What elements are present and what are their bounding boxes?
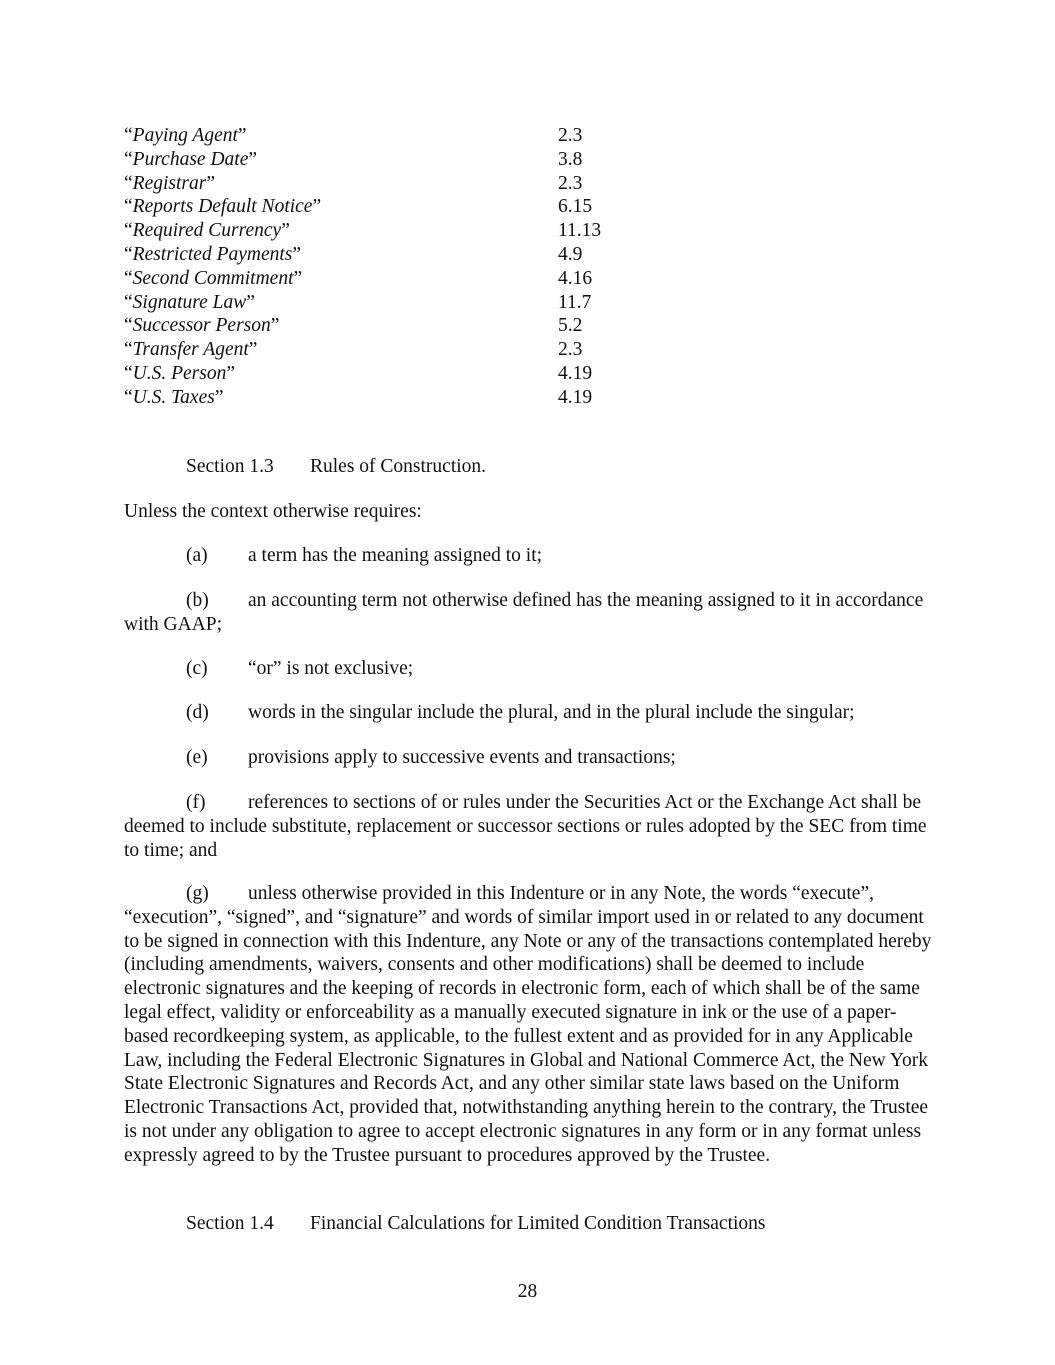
definition-row <box>124 386 824 410</box>
clause-b <box>124 589 939 637</box>
clause-c <box>124 657 939 681</box>
definition-section: 2.3 <box>558 125 583 146</box>
clause-text: references to sections of or rules under the Securities Act or the Exchange Act shall be deemed to include substitute, replacement or successor sections or rules adopted by the SEC from time to time; and <box>124 792 927 861</box>
clause-label: (b) <box>186 590 209 611</box>
definition-section: 3.8 <box>558 148 583 170</box>
clause-text: “or” is not exclusive; <box>248 658 414 679</box>
definition-section: 6.15 <box>558 196 593 218</box>
clause-label: (f) <box>186 792 206 813</box>
clause-text: words in the singular include the plural, and in the plural include the singular; <box>248 702 855 723</box>
definition-term: “U.S. Person” <box>124 362 236 384</box>
definition-row <box>124 219 824 243</box>
definition-section: 4.9 <box>558 243 583 265</box>
section-title: Rules of Construction. <box>310 456 487 477</box>
clause-a <box>124 544 939 568</box>
definition-row <box>124 195 824 219</box>
clause-label: (e) <box>186 747 208 768</box>
definition-term: “Reports Default Notice” <box>124 196 322 218</box>
section-1-4-heading <box>186 1212 766 1236</box>
section-number: Section 1.3 <box>186 456 274 477</box>
definition-term: “Restricted Payments” <box>124 243 302 265</box>
definition-section: 4.19 <box>558 386 593 408</box>
definition-term: “Registrar” <box>124 172 215 194</box>
clause-text: a term has the meaning assigned to it; <box>248 545 543 566</box>
definition-term: “Second Commitment” <box>124 267 303 289</box>
clause-label: (g) <box>186 883 209 904</box>
section-intro: Unless the context otherwise requires: <box>124 501 422 522</box>
definition-term: “Signature Law” <box>124 291 255 313</box>
definition-section: 2.3 <box>558 172 583 194</box>
definition-row <box>124 124 824 148</box>
clause-label: (a) <box>186 545 208 566</box>
definition-row <box>124 291 824 315</box>
definitions-index <box>124 124 824 410</box>
clause-label: (d) <box>186 702 209 723</box>
clause-text: an accounting term not otherwise defined has the meaning assigned to it in accordance with GAAP; <box>124 590 924 635</box>
section-1-3-heading <box>186 455 486 479</box>
clause-d <box>124 701 939 725</box>
definition-term: “Successor Person” <box>124 315 280 337</box>
definition-section: 4.16 <box>558 267 593 289</box>
definition-row <box>124 314 824 338</box>
definition-section: 11.13 <box>558 220 602 242</box>
definition-row <box>124 148 824 172</box>
definition-term: “Purchase Date” <box>124 148 258 170</box>
definition-term: “Paying Agent” <box>124 125 247 146</box>
definition-row <box>124 338 824 362</box>
clause-e <box>124 746 939 770</box>
clause-f <box>124 791 939 862</box>
definition-section: 5.2 <box>558 315 583 337</box>
clause-label: (c) <box>186 658 208 679</box>
definition-row <box>124 267 824 291</box>
clause-g <box>124 882 939 1168</box>
clause-text: provisions apply to successive events and transactions; <box>248 747 676 768</box>
section-title: Financial Calculations for Limited Condition Transactions <box>310 1213 766 1234</box>
definition-term: “Transfer Agent” <box>124 339 258 361</box>
page-number: 28 <box>517 1281 538 1302</box>
definition-row <box>124 362 824 386</box>
definition-row <box>124 243 824 267</box>
definition-section: 11.7 <box>558 291 592 313</box>
clause-text: unless otherwise provided in this Indenture or in any Note, the words “execute”, “execution”, “signed”, and “signature” and words of similar import used in or related to any document to be signed in connection with this Indenture, any Note or any of the transactions contemplated hereby (including amendments, waivers, consents and other modifications) shall be deemed to include electronic signatures and the keeping of records in electronic form, each of which shall be of the same legal effect, validity or enforceability as a manually executed signature in ink or the use of a paper-based recordkeeping system, as applicable, to the fullest extent and as provided for in any Applicable Law, including the Federal Electronic Signatures in Global and National Commerce Act, the New York State Electronic Signatures and Records Act, and any other similar state laws based on the Uniform Electronic Transactions Act, provided that, notwithstanding anything herein to the contrary, the Trustee is not under any obligation to agree to accept electronic signatures in any form or in any format unless expressly agreed to by the Trustee pursuant to procedures approved by the Trustee. <box>124 883 932 1166</box>
section-number: Section 1.4 <box>186 1213 274 1234</box>
definition-term: “Required Currency” <box>124 220 290 242</box>
definition-section: 2.3 <box>558 339 583 361</box>
definition-term: “U.S. Taxes” <box>124 386 224 408</box>
definition-section: 4.19 <box>558 362 593 384</box>
definition-row <box>124 172 824 196</box>
